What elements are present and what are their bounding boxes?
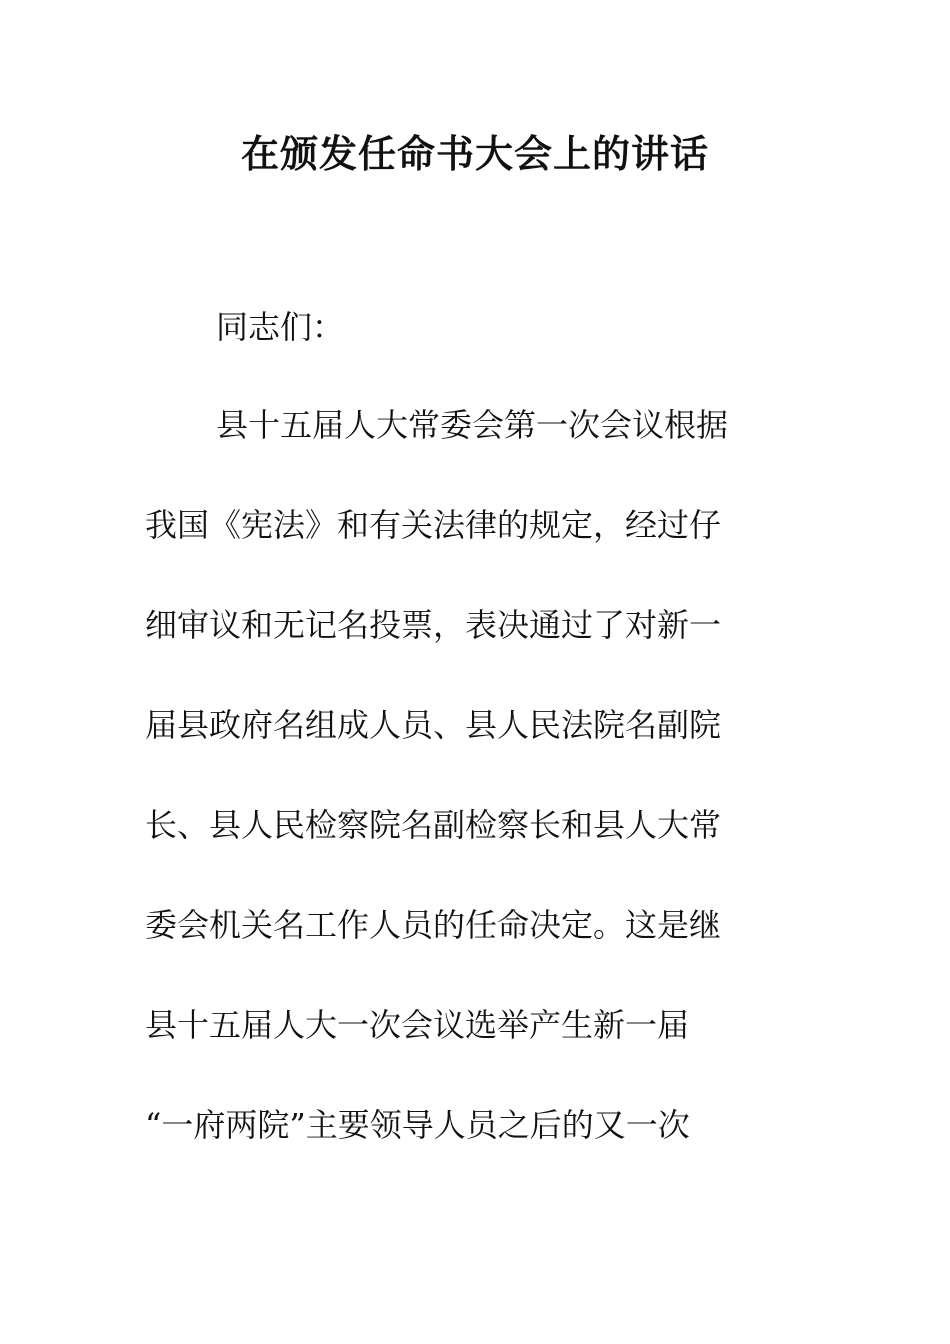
paragraph-line: 细审议和无记名投票，表决通过了对新一 — [145, 606, 722, 644]
paragraph-line: 长、县人民检察院名副检察长和县人大常 — [145, 806, 722, 844]
paragraph-line: 届县政府名组成人员、县人民法院名副院 — [145, 706, 722, 744]
document-title: 在颁发任命书大会上的讲话 — [240, 132, 709, 176]
paragraph-line: 我国《宪法》和有关法律的规定，经过仔 — [145, 506, 722, 544]
paragraph-line: “一府两院”主要领导人员之后的又一次 — [145, 1106, 690, 1144]
paragraph-line: 县十五届人大一次会议选举产生新一届 — [145, 1006, 690, 1044]
salutation: 同志们： — [216, 308, 345, 346]
paragraph-line: 县十五届人大常委会第一次会议根据 — [216, 406, 729, 444]
paragraph-line: 委会机关名工作人员的任命决定。这是继 — [145, 906, 722, 944]
